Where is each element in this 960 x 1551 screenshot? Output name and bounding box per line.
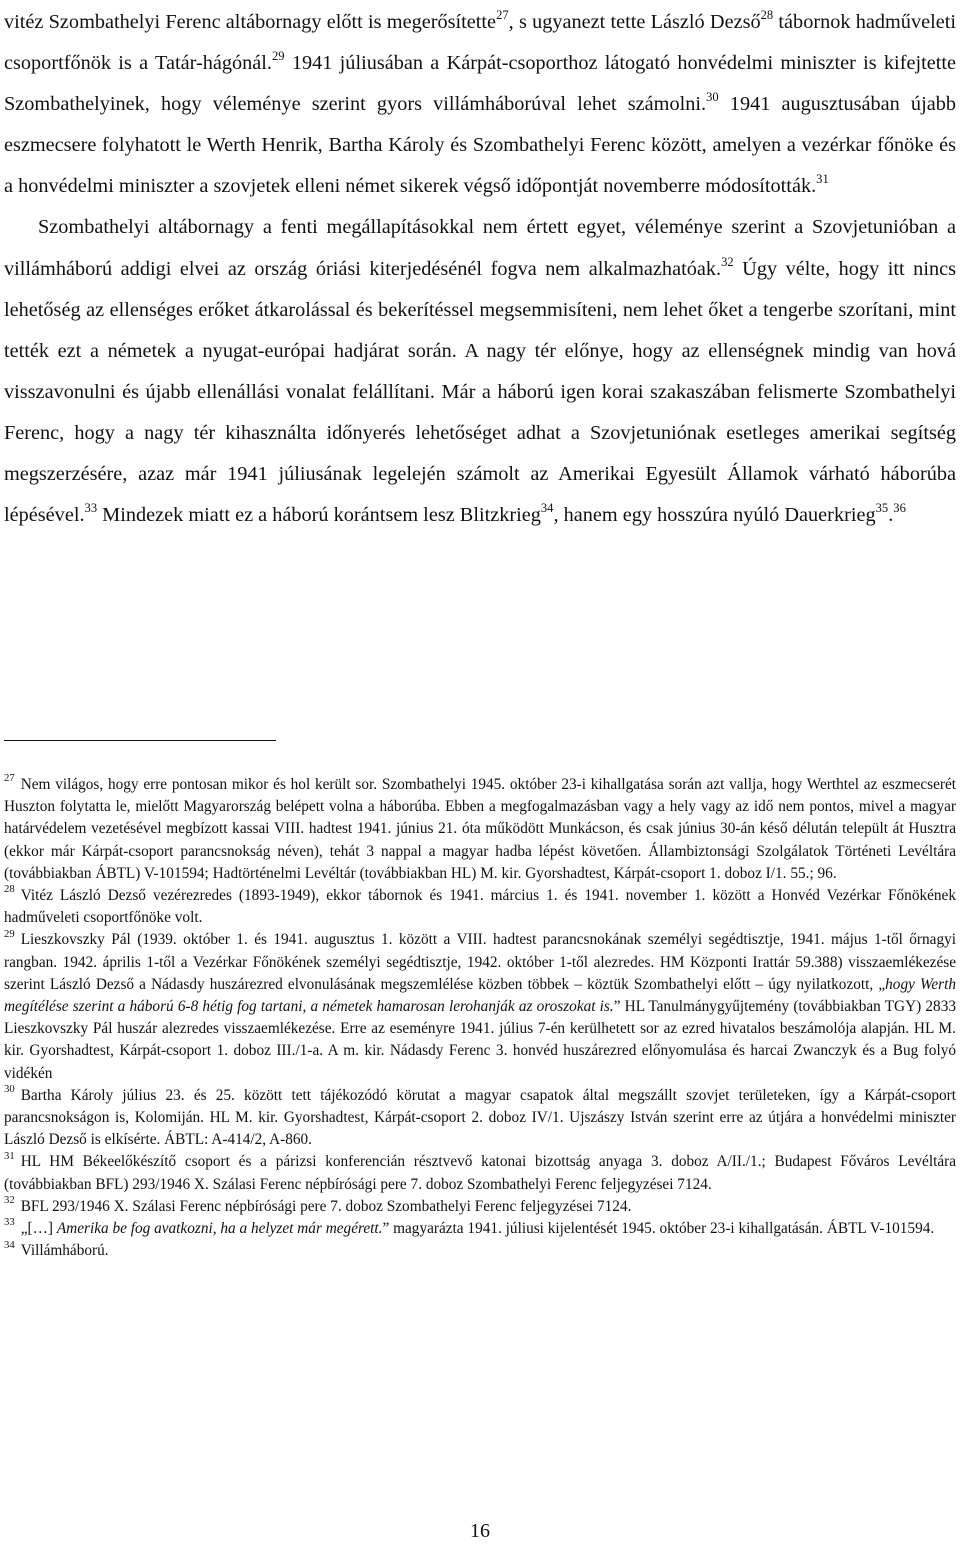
footnote-ref-33[interactable]: 33 [84, 501, 98, 516]
footnote-ref-35[interactable]: 35 [875, 501, 889, 516]
text-run: Szombathelyi altábornagy a fenti megállapításokkal nem értett egyet, véleménye szerint a Szovjetunióban a villámháború addigi elvei az ország óriási kiterjedésénél fogva nem alkalmazhatóak. [4, 216, 956, 280]
footnote-text: Bartha Károly július 23. és 25. között tett tájékozódó körutat a magyar csapatok által megszállt szovjet területeken, így a Kárpát-csoport parancsnokságon is, Kolomiján. HL M. kir. Gyorshadtest, Kárpát-csoport 2. doboz IV/1. Ujszászy István szerint erre az útjára a honvédelmi miniszter László Dezső is elkísérte. ÁBTL: A-414/2, A-860. [4, 1086, 956, 1149]
footnote-separator [4, 740, 276, 741]
footnote-34 [4, 1240, 956, 1262]
text-run: . [888, 504, 894, 527]
footnote-text: Nem világos, hogy erre pontosan mikor és hol került sor. Szombathelyi 1945. október 23-i kihallgatása során azt vallja, hogy Werthtel az eszmecserét Huszton folytatta le, mielőtt Magyarország belépett volna a háborúba. Ebben a megfogalmazásban vagy a hely vagy az idő nem pontos, mivel a magyar határvédelem vezetésével megbízott kassai VIII. hadtest 1941. június 21. óta működött Munkácson, és csak június 30-án késő délután települt át Husztra (ekkor már Kárpát-csoport parancsnokság néven), tehát 3 nappal a magyar hadba lépést követően. Állambiztonsági Szolgálatok Történeti Levéltára (továbbiakban ÁBTL) V-101594; Hadtörténelmi Levéltár (továbbiakban HL) M. kir. Gyorshadtest, Kárpát-csoport 1. doboz I/1. 55.; 96. [4, 776, 956, 882]
footnote-27 [4, 774, 956, 885]
text-run: , s ugyanezt tette László Dezső [508, 11, 761, 33]
text-run: tábornok hadműveleti csoportfőnök is a Tatár-hágónál. [4, 11, 956, 75]
main-text [4, 0, 956, 536]
footnote-ref-29[interactable]: 29 [271, 49, 285, 64]
footnote-number: 27 [4, 772, 15, 785]
footnote-ref-27[interactable]: 27 [496, 7, 509, 22]
footnote-30 [4, 1085, 956, 1152]
footnote-ref-28[interactable]: 28 [760, 7, 774, 22]
footnote-33 [4, 1218, 956, 1240]
footnote-ref-30[interactable]: 30 [706, 90, 719, 105]
page-number: 16 [470, 1520, 490, 1542]
footnote-number: 34 [4, 1238, 15, 1251]
footnote-number: 33 [4, 1216, 15, 1229]
footnote-number: 32 [4, 1194, 15, 1207]
footnote-text: BFL 293/1946 X. Szálasi Ferenc népbírósági pere 7. doboz Szombathelyi Ferenc feljegyzései 7124. [20, 1197, 632, 1215]
text-run: , hanem egy hosszúra nyúló Dauerkrieg [553, 504, 876, 527]
footnote-31 [4, 1151, 956, 1195]
footnote-number: 29 [4, 927, 15, 940]
footnote-number: 28 [4, 883, 15, 896]
footnote-text: Villámháború. [20, 1242, 109, 1260]
footnote-29 [4, 929, 956, 1084]
footnote-ref-32[interactable]: 32 [721, 254, 734, 269]
paragraph-2 [4, 207, 956, 536]
footnote-text: HL HM Békeelőkészítő csoport és a párizsi konferencián résztvevő katonai bizottság anyaga 3. doboz A/II./1.; Budapest Főváros Levéltára (továbbiakban BFL) 293/1946 X. Szálasi Ferenc népbírósági pere 7. doboz Szombathelyi Ferenc feljegyzései 7124. [4, 1153, 956, 1193]
footnotes [4, 774, 956, 1262]
paragraph-1 [4, 2, 956, 207]
footnote-ref-34[interactable]: 34 [540, 501, 554, 516]
footnote-ref-36[interactable]: 36 [893, 501, 906, 516]
footnote-text: ” magyarázta 1941. júliusi kijelentését 1945. október 23-i kihallgatásán. ÁBTL V-101594. [382, 1220, 935, 1238]
footnote-text: ” HL Tanulmánygyűjtemény (továbbiakban TGY) 2833 Lieszkovszky Pál huszár alezredes visszaemlékezése. Erre az eseményre 1941. július 7-én kerülhetett sor az ezred hivatalos beszámolója alapján. HL M. kir. Gyorshadtest, Kárpát-csoport 1. doboz III./1-a. A m. kir. Nádasdy Ferenc 3. honvéd huszárezred előnyomulása és harcai Zwanczyk és a Bug folyó vidékén [4, 998, 956, 1082]
footnote-28 [4, 885, 956, 929]
footnote-32 [4, 1196, 956, 1218]
text-run: 1941 júliusában a Kárpát-csoporthoz látogató honvédelmi miniszter is kifejtette Szombathelyinek, hogy véleménye szerint gyors villámháborúval lehet számolni. [4, 52, 956, 116]
footnote-text: „[…] [20, 1220, 57, 1238]
text-run: 1941 augusztusában újabb eszmecsere folyhatott le Werth Henrik, Bartha Károly és Szombathelyi Ferenc között, amelyen a vezérkar főnöke és a honvédelmi miniszter a szovjetek elleni német sikerek végső időpontját novemberre módosították. [4, 93, 956, 198]
text-run: Úgy vélte, hogy itt nincs lehetőség az ellenséges erőket átkarolással és bekerítéssel megsemmisíteni, nem lehet őket a tengerbe szorítani, mint tették ezt a németek a nyugat-európai hadjárat során. A nagy tér előnye, hogy az ellenségnek mindig van hová visszavonulni és újabb ellenállási vonalat felállítani. Már a háború igen korai szakaszában felismerte Szombathelyi Ferenc, hogy a nagy tér kihasználta időnyerés lehetőséget adhat a Szovjetuniónak esetleges amerikai segítség megszerzésére, azaz már 1941 júliusának legelején számolt az Amerikai Egyesült Államok várható háborúba lépésével. [4, 257, 956, 527]
footnote-quote: Amerika be fog avatkozni, ha a helyzet már megérett. [56, 1220, 383, 1238]
footnote-text: Vitéz László Dezső vezérezredes (1893-1949), ekkor tábornok és 1941. március 1. és 1941. november 1. között a Honvéd Vezérkar Főnökének hadműveleti csoportfőnöke volt. [4, 887, 956, 927]
footnote-number: 30 [4, 1083, 15, 1096]
document-page [4, 0, 956, 536]
footnote-ref-31[interactable]: 31 [816, 172, 829, 187]
footnote-number: 31 [4, 1149, 15, 1162]
text-run: vitéz Szombathelyi Ferenc altábornagy előtt is megerősítette [4, 11, 497, 33]
footnote-quote: hogy Werth megítélése szerint a háború 6-8 hétig fog tartani, a németek hamarosan lerohanják az oroszokat is. [4, 975, 956, 1016]
text-run: Mindezek miatt ez a háború korántsem lesz Blitzkrieg [97, 504, 541, 527]
footnote-text: Lieszkovszky Pál (1939. október 1. és 1941. augusztus 1. között a VIII. hadtest parancsnokának személyi segédtisztje, 1941. május 1-től őrnagyi rangban. 1942. április 1-től a Vezérkar Főnökének személyi segédtisztje, 1942. október 1-től alezredes. HM Központi Irattár 59.388) visszaemlékezése szerint László Dezső a Nádasdy huszárezred elvonulásának megszemlélése közben többek – köztük Szombathelyi előtt – úgy nyilatkozott, „ [4, 931, 956, 993]
